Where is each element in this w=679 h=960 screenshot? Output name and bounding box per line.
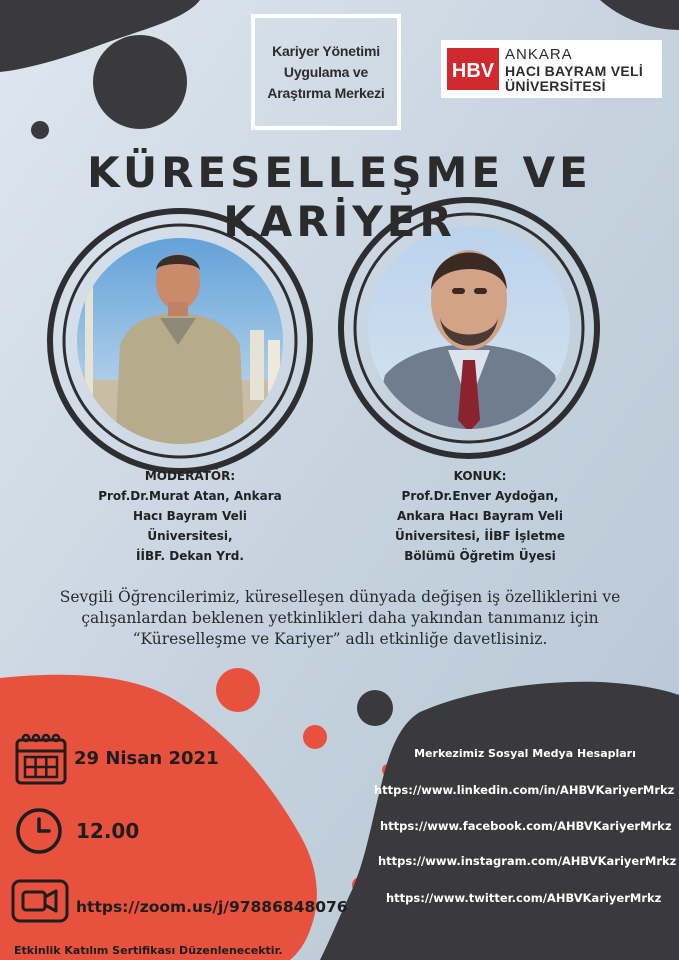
university-logo-mark — [447, 48, 499, 90]
social-media-title: Merkezimiz Sosyal Medya Hesapları — [414, 747, 636, 760]
moderator-line-2: Prof.Dr.Murat Atan, Ankara — [98, 489, 282, 503]
center-name-line-1: Kariyer Yönetimi — [272, 42, 380, 59]
guest-line-5: Bölümü Öğretim Üyesi — [404, 549, 556, 563]
invitation-line-2: çalışanlardan beklenen yetkinlikleri daha yakından tanımanız için — [81, 609, 599, 627]
invitation-line-1: Sevgili Öğrencilerimiz, küreselleşen dünyada değişen iş özelliklerini ve — [59, 588, 621, 606]
calendar-icon — [14, 732, 68, 786]
moderator-info — [80, 466, 300, 566]
center-name-box — [251, 14, 401, 130]
zoom-link[interactable]: https://zoom.us/j/97886848076 — [76, 898, 348, 916]
guest-photo — [368, 227, 570, 429]
certificate-note: Etkinlik Katılım Sertifikası Düzenlenecektir. — [14, 944, 283, 957]
guest-line-4: Üniversitesi, İİBF İşletme — [394, 529, 566, 543]
logo-mark-text: HBV — [451, 60, 495, 82]
center-name-line-3: Araştırma Merkezi — [267, 84, 385, 101]
clock-icon — [14, 806, 64, 856]
logo-line-3: ÜNİVERSİTESİ — [505, 78, 606, 94]
moderator-line-4: Üniversitesi, — [147, 529, 233, 543]
moderator-photo — [77, 238, 283, 444]
guest-line-3: Ankara Hacı Bayram Veli — [396, 509, 564, 523]
event-time: 12.00 — [76, 819, 140, 843]
logo-line-2: HACI BAYRAM VELİ — [505, 63, 644, 79]
logo-line-1: ANKARA — [505, 46, 573, 63]
video-camera-icon — [10, 876, 70, 926]
moderator-role: MODERATÖR: — [144, 469, 236, 483]
invitation-text — [20, 587, 660, 650]
center-name-line-2: Uygulama ve — [283, 63, 369, 80]
moderator-line-3: Hacı Bayram Veli — [133, 509, 247, 523]
invitation-line-3: “Küreselleşme ve Kariyer” adlı etkinliğe davetlisiniz. — [132, 630, 548, 648]
event-date: 29 Nisan 2021 — [74, 748, 219, 769]
page-title: KÜRESELLEŞME VE KARİYER — [87, 148, 592, 246]
twitter-link[interactable]: https://www.twitter.com/AHBVKariyerMrkz — [386, 891, 662, 905]
guest-info — [370, 466, 590, 566]
linkedin-link[interactable]: https://www.linkedin.com/in/AHBVKariyerMrkz — [374, 783, 675, 797]
guest-role: KONUK: — [453, 469, 507, 483]
facebook-link[interactable]: https://www.facebook.com/AHBVKariyerMrkz — [380, 819, 672, 833]
instagram-link[interactable]: https://www.instagram.com/AHBVKariyerMrkz — [378, 854, 677, 868]
guest-line-2: Prof.Dr.Enver Aydoğan, — [401, 489, 559, 503]
moderator-line-5: İİBF. Dekan Yrd. — [136, 549, 244, 563]
university-logo — [441, 40, 662, 98]
